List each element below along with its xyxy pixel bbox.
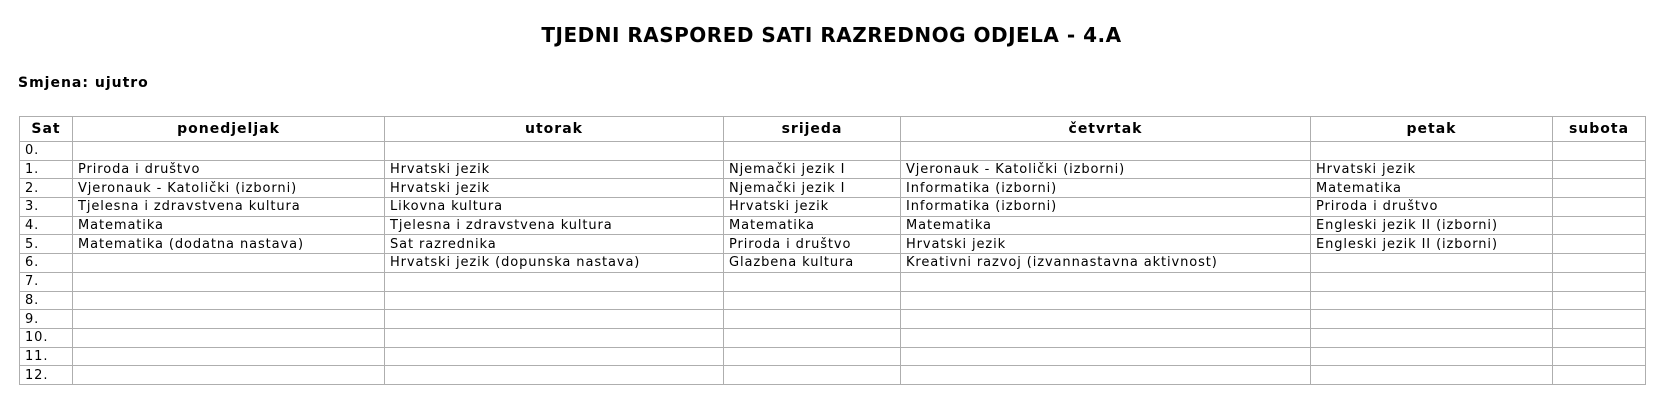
- weekly-timetable: [19, 116, 1646, 385]
- lesson-cell: Sat razrednika: [385, 235, 724, 254]
- lesson-cell: Priroda i društvo: [1311, 198, 1553, 217]
- column-header-saturday: subota: [1553, 117, 1646, 142]
- hour-cell: 6.: [20, 254, 73, 273]
- lesson-cell: [73, 291, 385, 310]
- column-header-monday: ponedjeljak: [73, 117, 385, 142]
- lesson-cell: Priroda i društvo: [724, 235, 901, 254]
- lesson-cell: Vjeronauk - Katolički (izborni): [73, 179, 385, 198]
- lesson-cell: Priroda i društvo: [73, 160, 385, 179]
- lesson-cell: Hrvatski jezik: [901, 235, 1311, 254]
- lesson-cell: Engleski jezik II (izborni): [1311, 235, 1553, 254]
- table-row-hour-4: [20, 216, 1646, 235]
- hour-cell: 1.: [20, 160, 73, 179]
- lesson-cell: [385, 328, 724, 347]
- hour-cell: 5.: [20, 235, 73, 254]
- column-header-tuesday: utorak: [385, 117, 724, 142]
- lesson-cell: Njemački jezik I: [724, 179, 901, 198]
- lesson-cell: Hrvatski jezik: [385, 179, 724, 198]
- lesson-cell: [1311, 291, 1553, 310]
- header-row: [20, 117, 1646, 142]
- table-row-hour-5: [20, 235, 1646, 254]
- lesson-cell: [724, 291, 901, 310]
- lesson-cell: [1311, 254, 1553, 273]
- lesson-cell: Informatika (izborni): [901, 179, 1311, 198]
- lesson-cell: [724, 366, 901, 385]
- lesson-cell: [73, 272, 385, 291]
- lesson-cell: Engleski jezik II (izborni): [1311, 216, 1553, 235]
- hour-cell: 11.: [20, 347, 73, 366]
- lesson-cell: [73, 254, 385, 273]
- hour-cell: 0.: [20, 142, 73, 161]
- lesson-cell: Hrvatski jezik: [724, 198, 901, 217]
- lesson-cell: [1553, 347, 1646, 366]
- lesson-cell: [1553, 254, 1646, 273]
- table-row-hour-0: [20, 142, 1646, 161]
- table-row-hour-8: [20, 291, 1646, 310]
- hour-cell: 8.: [20, 291, 73, 310]
- lesson-cell: [73, 328, 385, 347]
- lesson-cell: Tjelesna i zdravstvena kultura: [73, 198, 385, 217]
- lesson-cell: Vjeronauk - Katolički (izborni): [901, 160, 1311, 179]
- table-row-hour-1: [20, 160, 1646, 179]
- table-row-hour-10: [20, 328, 1646, 347]
- lesson-cell: [1311, 310, 1553, 329]
- lesson-cell: [73, 347, 385, 366]
- timetable-header: [20, 117, 1646, 142]
- hour-cell: 4.: [20, 216, 73, 235]
- lesson-cell: [1553, 179, 1646, 198]
- lesson-cell: Matematika: [73, 216, 385, 235]
- lesson-cell: [385, 310, 724, 329]
- lesson-cell: Njemački jezik I: [724, 160, 901, 179]
- lesson-cell: Tjelesna i zdravstvena kultura: [385, 216, 724, 235]
- hour-cell: 12.: [20, 366, 73, 385]
- lesson-cell: [73, 366, 385, 385]
- lesson-cell: [1553, 198, 1646, 217]
- table-row-hour-2: [20, 179, 1646, 198]
- column-header-hour: Sat: [20, 117, 73, 142]
- lesson-cell: [73, 142, 385, 161]
- lesson-cell: [1311, 142, 1553, 161]
- lesson-cell: Matematika: [724, 216, 901, 235]
- hour-cell: 10.: [20, 328, 73, 347]
- timetable-body: [20, 142, 1646, 385]
- lesson-cell: Glazbena kultura: [724, 254, 901, 273]
- lesson-cell: Hrvatski jezik: [385, 160, 724, 179]
- hour-cell: 9.: [20, 310, 73, 329]
- table-row-hour-7: [20, 272, 1646, 291]
- lesson-cell: [724, 310, 901, 329]
- lesson-cell: [1311, 366, 1553, 385]
- lesson-cell: [385, 142, 724, 161]
- lesson-cell: [1553, 235, 1646, 254]
- hour-cell: 2.: [20, 179, 73, 198]
- table-row-hour-9: [20, 310, 1646, 329]
- lesson-cell: [1553, 291, 1646, 310]
- column-header-wednesday: srijeda: [724, 117, 901, 142]
- lesson-cell: Matematika (dodatna nastava): [73, 235, 385, 254]
- lesson-cell: [724, 272, 901, 291]
- lesson-cell: [1553, 272, 1646, 291]
- lesson-cell: [385, 347, 724, 366]
- lesson-cell: Matematika: [901, 216, 1311, 235]
- lesson-cell: Kreativni razvoj (izvannastavna aktivnost): [901, 254, 1311, 273]
- lesson-cell: [1553, 216, 1646, 235]
- lesson-cell: [901, 142, 1311, 161]
- column-header-friday: petak: [1311, 117, 1553, 142]
- lesson-cell: Informatika (izborni): [901, 198, 1311, 217]
- table-row-hour-11: [20, 347, 1646, 366]
- lesson-cell: [1553, 142, 1646, 161]
- lesson-cell: Hrvatski jezik: [1311, 160, 1553, 179]
- lesson-cell: [724, 347, 901, 366]
- lesson-cell: [73, 310, 385, 329]
- lesson-cell: [1553, 160, 1646, 179]
- lesson-cell: [901, 328, 1311, 347]
- lesson-cell: [901, 272, 1311, 291]
- lesson-cell: [1311, 347, 1553, 366]
- lesson-cell: [1311, 272, 1553, 291]
- lesson-cell: [901, 347, 1311, 366]
- lesson-cell: [385, 291, 724, 310]
- lesson-cell: [901, 291, 1311, 310]
- lesson-cell: Matematika: [1311, 179, 1553, 198]
- page-title: TJEDNI RASPORED SATI RAZREDNOG ODJELA - 4.A: [541, 23, 1122, 47]
- lesson-cell: [385, 272, 724, 291]
- table-row-hour-3: [20, 198, 1646, 217]
- shift-label: Smjena: ujutro: [18, 75, 149, 91]
- lesson-cell: [1311, 328, 1553, 347]
- lesson-cell: [385, 366, 724, 385]
- lesson-cell: [1553, 310, 1646, 329]
- lesson-cell: Likovna kultura: [385, 198, 724, 217]
- table-row-hour-12: [20, 366, 1646, 385]
- lesson-cell: [724, 328, 901, 347]
- table-row-hour-6: [20, 254, 1646, 273]
- lesson-cell: [901, 366, 1311, 385]
- lesson-cell: [724, 142, 901, 161]
- lesson-cell: Hrvatski jezik (dopunska nastava): [385, 254, 724, 273]
- column-header-thursday: četvrtak: [901, 117, 1311, 142]
- lesson-cell: [1553, 366, 1646, 385]
- hour-cell: 7.: [20, 272, 73, 291]
- hour-cell: 3.: [20, 198, 73, 217]
- lesson-cell: [1553, 328, 1646, 347]
- lesson-cell: [901, 310, 1311, 329]
